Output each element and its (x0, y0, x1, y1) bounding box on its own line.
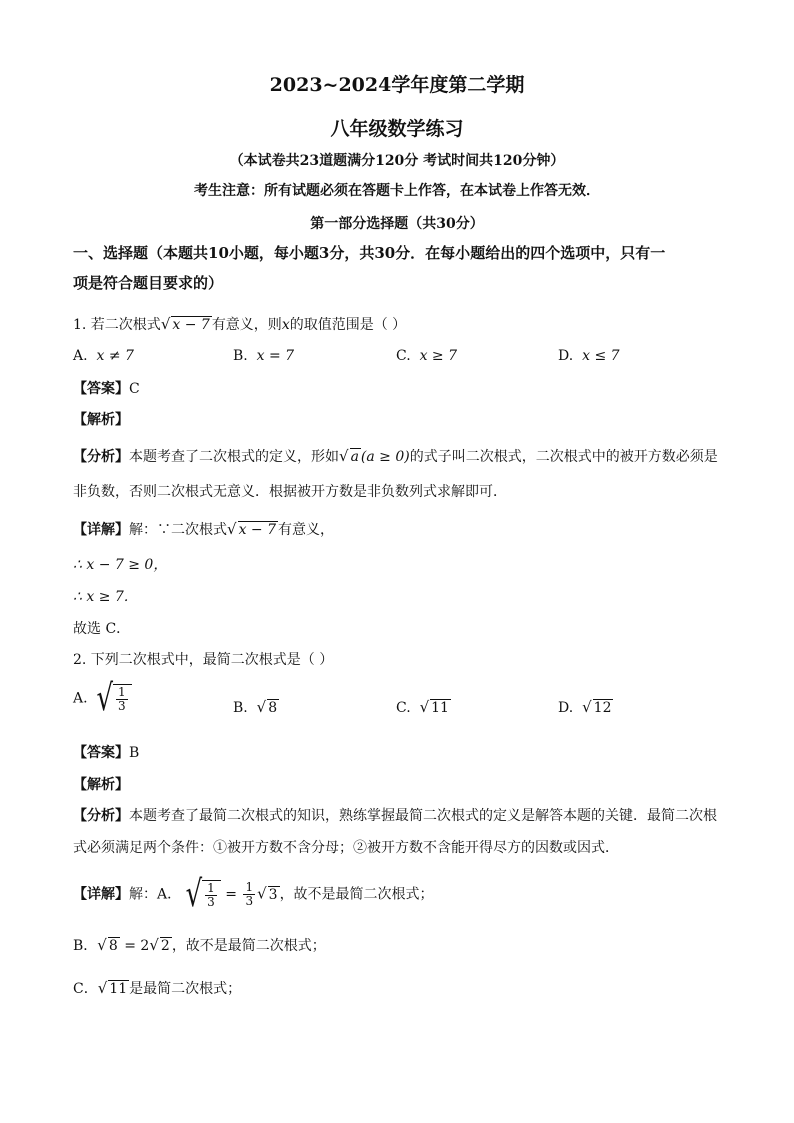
q1-option-a-expr: x ≠ 7 (96, 348, 134, 364)
q2-option-d-label: D. (558, 700, 574, 716)
exam-notice: 考生注意：所有试题必须在答题卡上作答，在本试卷上作答无效． (194, 183, 600, 199)
q1-option-a[interactable] (73, 348, 134, 364)
q2-answer-value: B (129, 745, 140, 761)
q1-detail-radicand: x − 7 (238, 522, 276, 538)
q2-option-c-label: C. (396, 700, 411, 716)
q2-option-d[interactable] (558, 698, 613, 716)
q2-detail-b-eq: = 2 (124, 938, 150, 954)
q2-detail-a-post: ，故不是最简二次根式； (279, 886, 434, 903)
q1-option-c[interactable] (396, 348, 457, 364)
q2-detail-a-radical (185, 873, 221, 916)
q1-answer-value: C (129, 381, 140, 397)
q1-detail (73, 519, 733, 540)
q1-option-c-label: C. (396, 348, 411, 364)
q1-var: x (281, 317, 290, 333)
q1-option-d-expr: x ≤ 7 (582, 348, 620, 364)
section-heading-line2: 项是符合题目要求的） (73, 274, 224, 292)
q2-detail-c (73, 978, 733, 999)
q2-answer (73, 743, 733, 763)
part-heading: 第一部分选择题（共30分） (310, 216, 484, 232)
q1-fenxi-post: 的式子叫二次根式，二次根式中的被开方数必须是 (409, 449, 718, 465)
q2-stem: 2. 下列二次根式中，最简二次根式是（ ） (73, 652, 334, 668)
q1-step1: ∴ x − 7 ≥ 0， (73, 557, 168, 573)
answer-tag: 【答案】 (73, 745, 129, 761)
q1-stem (73, 314, 733, 335)
q1-fenxi-line1 (73, 446, 733, 467)
q1-step2: ∴ x ≥ 7． (73, 589, 138, 605)
radical-icon: √ (257, 884, 267, 903)
radical-icon: √ (582, 698, 592, 716)
q2-detail-c-post: 是最简二次根式； (129, 981, 242, 997)
q1-option-b-label: B. (233, 348, 248, 364)
q2-detail-a-frac (243, 881, 255, 908)
q1-option-d[interactable] (558, 348, 620, 364)
q1-stem-pre: 1. 若二次根式 (73, 317, 161, 333)
q2-detail-b-post: ，故不是最简二次根式； (171, 938, 326, 954)
exam-info: （本试卷共23道题满分120分 考试时间共120分钟） (229, 153, 565, 169)
radical-icon: √ (149, 936, 159, 954)
radical-icon: √ (185, 873, 203, 916)
q2-fenxi-line1-text: 本题考查了最简二次根式的知识，熟练掌握最简二次根式的定义是解答本题的关键．最简二次根 (129, 808, 717, 824)
q1-fenxi-line2: 非负数，否则二次根式无意义．根据被开方数是非负数列式求解即可． (73, 484, 507, 500)
q2-detail-a-radicand: 3 (268, 886, 278, 903)
exam-subtitle: 八年级数学练习 (330, 118, 464, 140)
answer-tag: 【答案】 (73, 381, 129, 397)
q1-stem-mid: 有意义，则 (211, 317, 282, 333)
q1-option-d-label: D. (558, 348, 574, 364)
q2-option-b-radicand: 8 (268, 700, 278, 716)
q2-option-a[interactable] (73, 677, 132, 720)
q1-detail-pre: 解：∵二次根式 (129, 522, 227, 538)
q2-detail-b-radicand2: 2 (160, 938, 170, 954)
q2-option-c[interactable] (396, 698, 451, 716)
q2-option-a-den: 3 (118, 699, 126, 713)
radical-icon: √ (339, 447, 349, 465)
q2-option-b[interactable] (233, 698, 279, 716)
q2-option-b-label: B. (233, 700, 248, 716)
q2-detail-a-pre: 解：A． (129, 886, 182, 903)
q1-radicand: x − 7 (172, 317, 210, 333)
q1-fenxi-pre: 本题考查了二次根式的定义，形如 (129, 449, 339, 465)
q1-option-b[interactable] (233, 348, 294, 364)
fenxi-tag: 【分析】 (73, 808, 129, 824)
q2-option-c-radicand: 11 (431, 700, 449, 716)
q2-detail-b-pre: B． (73, 938, 98, 954)
q1-fenxi-radicand: a (350, 449, 359, 465)
q2-option-a-radical (96, 677, 131, 720)
q1-stem-post: 的取值范围是（ ） (289, 317, 407, 333)
fenxi-tag: 【分析】 (73, 449, 129, 465)
q2-detail-a-num: 1 (207, 881, 215, 895)
detail-tag: 【详解】 (73, 886, 129, 903)
exam-title: 2023~2024学年度第二学期 (269, 74, 525, 96)
q1-analysis-tag: 【解析】 (73, 412, 129, 428)
q2-detail-a (73, 873, 733, 916)
q2-option-d-radicand: 12 (593, 700, 612, 716)
q1-conclusion: 故选 C． (73, 621, 131, 637)
radical-icon: √ (97, 979, 108, 997)
q2-detail-a-rnum: 1 (245, 880, 254, 894)
q2-option-a-num: 1 (118, 685, 126, 699)
q2-analysis-tag: 【解析】 (73, 777, 129, 793)
radical-icon: √ (96, 677, 114, 720)
radical-icon: √ (160, 315, 171, 333)
q2-detail-a-den: 3 (207, 895, 215, 909)
q2-detail-a-rden: 3 (245, 894, 254, 908)
q1-option-a-label: A. (73, 348, 88, 364)
q1-answer (73, 379, 733, 399)
section-heading-line1: 一、选择题（本题共10小题，每小题3分，共30分．在每小题给出的四个选项中，只有一 (73, 244, 666, 262)
q2-fenxi-line2: 式必须满足两个条件：①被开方数不含分母；②被开方数不含能开得尽方的因数或因式． (73, 840, 619, 856)
q2-detail-b (73, 935, 733, 956)
q2-fenxi-line1 (73, 806, 733, 826)
q2-detail-b-radicand: 8 (108, 938, 118, 954)
q1-detail-post: 有意义， (278, 522, 334, 538)
radical-icon: √ (227, 520, 237, 538)
q1-fenxi-condition: (a ≥ 0) (360, 449, 410, 465)
q2-detail-c-pre: C． (73, 981, 98, 997)
radical-icon: √ (256, 698, 267, 716)
radical-icon: √ (419, 698, 430, 716)
detail-tag: 【详解】 (73, 522, 129, 538)
q2-option-a-label: A. (73, 690, 88, 707)
q2-detail-c-radicand: 11 (109, 981, 128, 997)
q1-option-c-expr: x ≥ 7 (419, 348, 458, 364)
radical-icon: √ (97, 936, 107, 954)
q2-detail-a-eq: = (225, 886, 237, 903)
q1-option-b-expr: x = 7 (256, 348, 295, 364)
